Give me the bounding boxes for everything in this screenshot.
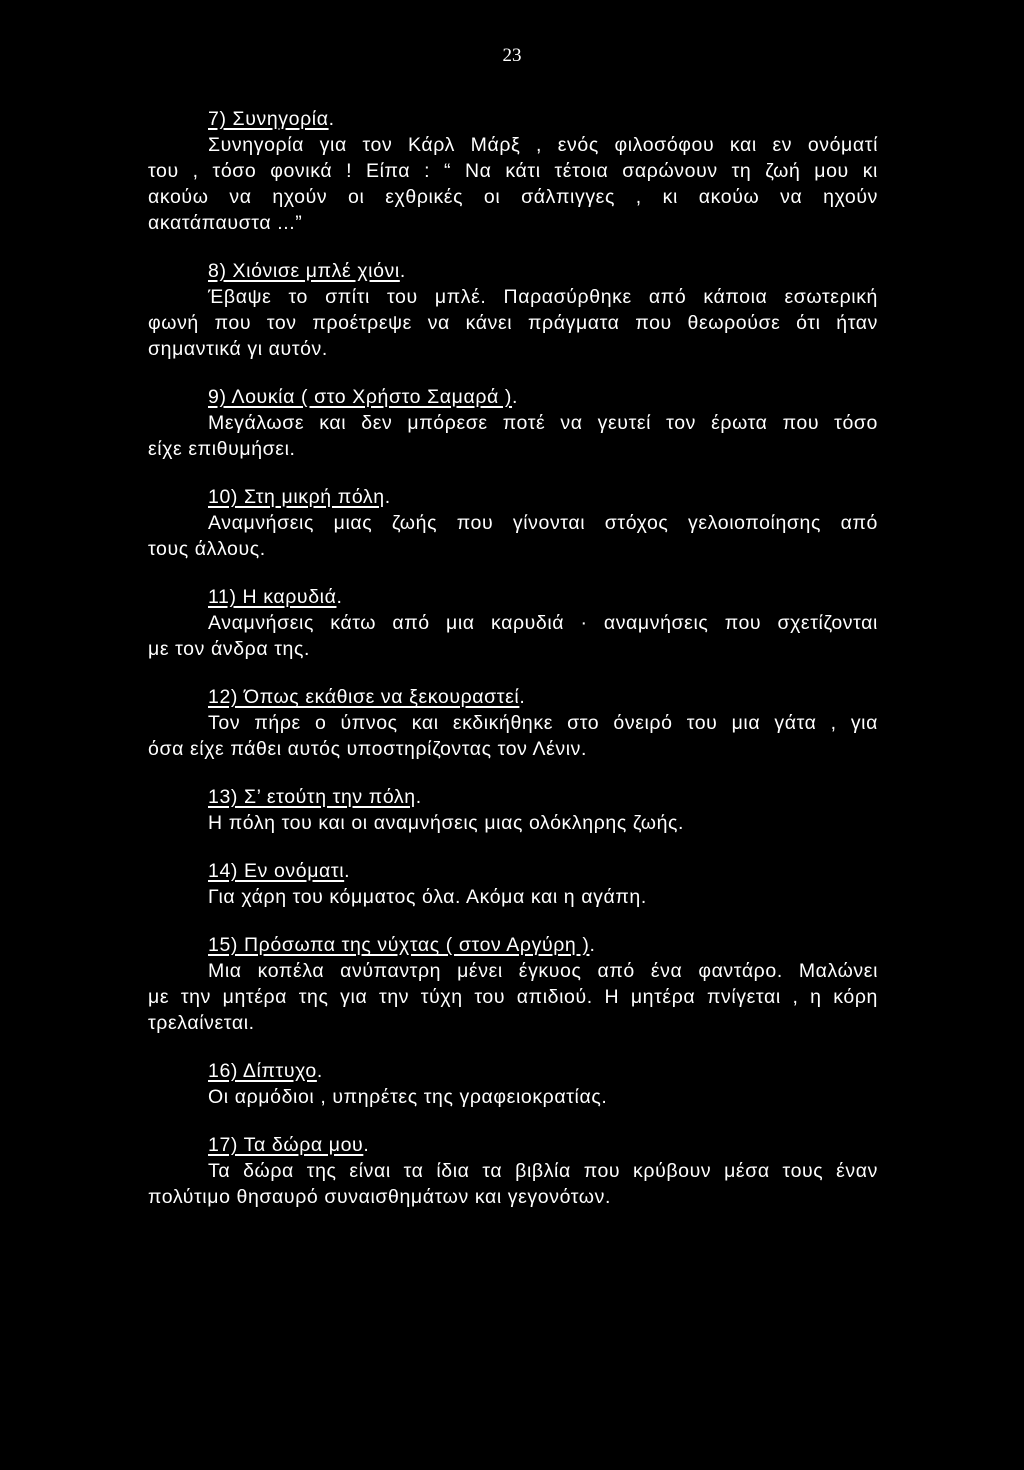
entry-line: τους άλλους. [148,538,266,560]
entry-line: σημαντικά γι αυτόν. [148,338,328,360]
entry-line: Τα δώρα της είναι τα ίδια τα βιβλία που κρύβουν μέσα τους έναν [208,1160,878,1182]
entry-8 [148,258,878,362]
entry-17 [148,1132,878,1210]
entry-title-period: . [344,860,351,882]
entry-title-text: 7) Συνηγορία [208,108,329,130]
entry-title-text: 8) Χιόνισε μπλέ χιόνι [208,260,400,282]
entry-7 [148,106,878,236]
entry-title-text: 9) Λουκία ( στο Χρήστο Σαμαρά ) [208,386,513,408]
entry-title [148,932,878,958]
entry-13 [148,784,878,836]
entry-12 [148,684,878,762]
entry-title [148,784,878,810]
entry-title-period: . [363,1134,370,1156]
entry-title [148,1058,878,1084]
entry-line: Η πόλη του και οι αναμνήσεις μιας ολόκληρης ζωής. [208,812,685,834]
entry-line: με τον άνδρα της. [148,638,311,660]
page-number: 23 [502,45,522,66]
entry-line: όσα είχε πάθει αυτός υποστηρίζοντας τον Λένιν. [148,738,588,760]
entry-line: Αναμνήσεις κάτω από μια καρυδιά · αναμνήσεις που σχετίζονται [208,612,878,634]
entry-title-period: . [415,786,422,808]
entry-line: είχε επιθυμήσει. [148,438,296,460]
entry-line: ακατάπαυστα ...” [148,212,303,234]
entry-11 [148,584,878,662]
entry-title-period: . [512,386,519,408]
entry-line: Οι αρμόδιοι , υπηρέτες της γραφειοκρατίας. [208,1086,608,1108]
entry-title-period: . [328,108,335,130]
entry-15 [148,932,878,1036]
entry-title-period: . [589,934,596,956]
entry-title-text: 16) Δίπτυχο [208,1060,317,1082]
entry-title-text: 15) Πρόσωπα της νύχτας ( στον Αργύρη ) [208,934,590,956]
entry-title-text: 11) Η καρυδιά [208,586,337,608]
entry-title [148,106,878,132]
entry-title-period: . [384,486,391,508]
entry-line: με την μητέρα της για την τύχη του απιδιού. Η μητέρα πνίγεται , η κόρη [148,986,878,1008]
entry-16 [148,1058,878,1110]
entry-line: Αναμνήσεις μιας ζωής που γίνονται στόχος γελοιοποίησης από [208,512,878,534]
entry-title [148,584,878,610]
entry-title-text: 17) Τα δώρα μου [208,1134,364,1156]
entry-line: Για χάρη του κόμματος όλα. Ακόμα και η αγάπη. [208,886,647,908]
entry-title-period: . [399,260,406,282]
entry-line: Τον πήρε ο ύπνος και εκδικήθηκε στο όνειρό του μια γάτα , για [208,712,878,734]
entry-title-period: . [336,586,343,608]
entry-title [148,684,878,710]
entry-9 [148,384,878,462]
entry-line: Μεγάλωσε και δεν μπόρεσε ποτέ να γευτεί τον έρωτα που τόσο [208,412,878,434]
entry-title-period: . [316,1060,323,1082]
entry-title [148,858,878,884]
entry-line: φωνή που τον προέτρεψε να κάνει πράγματα που θεωρούσε ότι ήταν [148,312,878,334]
entry-title [148,484,878,510]
entry-title-text: 10) Στη μικρή πόλη [208,486,385,508]
page-content [148,106,878,1232]
entry-title-text: 13) Σ’ ετούτη την πόλη [208,786,416,808]
entry-10 [148,484,878,562]
entry-title-text: 14) Εν ονόματι [208,860,345,882]
entry-14 [148,858,878,910]
entry-line: τρελαίνεται. [148,1012,255,1034]
entry-title [148,258,878,284]
entry-line: πολύτιμο θησαυρό συναισθημάτων και γεγονότων. [148,1186,611,1208]
entry-title [148,384,878,410]
entry-line: Έβαψε το σπίτι του μπλέ. Παρασύρθηκε από κάποια εσωτερική [208,286,878,308]
entry-title-text: 12) Όπως εκάθισε να ξεκουραστεί [208,686,520,708]
entry-title-period: . [519,686,526,708]
entry-line: του , τόσο φονικά ! Είπα : “ Να κάτι τέτοια σαρώνουν τη ζωή μου κι [148,160,878,182]
entry-line: ακούω να ηχούν οι εχθρικές οι σάλπιγγες , κι ακούω να ηχούν [148,186,878,208]
entry-title [148,1132,878,1158]
entry-line: Συνηγορία για τον Κάρλ Μάρξ , ενός φιλοσόφου και εν ονόματί [208,134,878,156]
entry-line: Μια κοπέλα ανύπαντρη μένει έγκυος από ένα φαντάρο. Μαλώνει [208,960,878,982]
